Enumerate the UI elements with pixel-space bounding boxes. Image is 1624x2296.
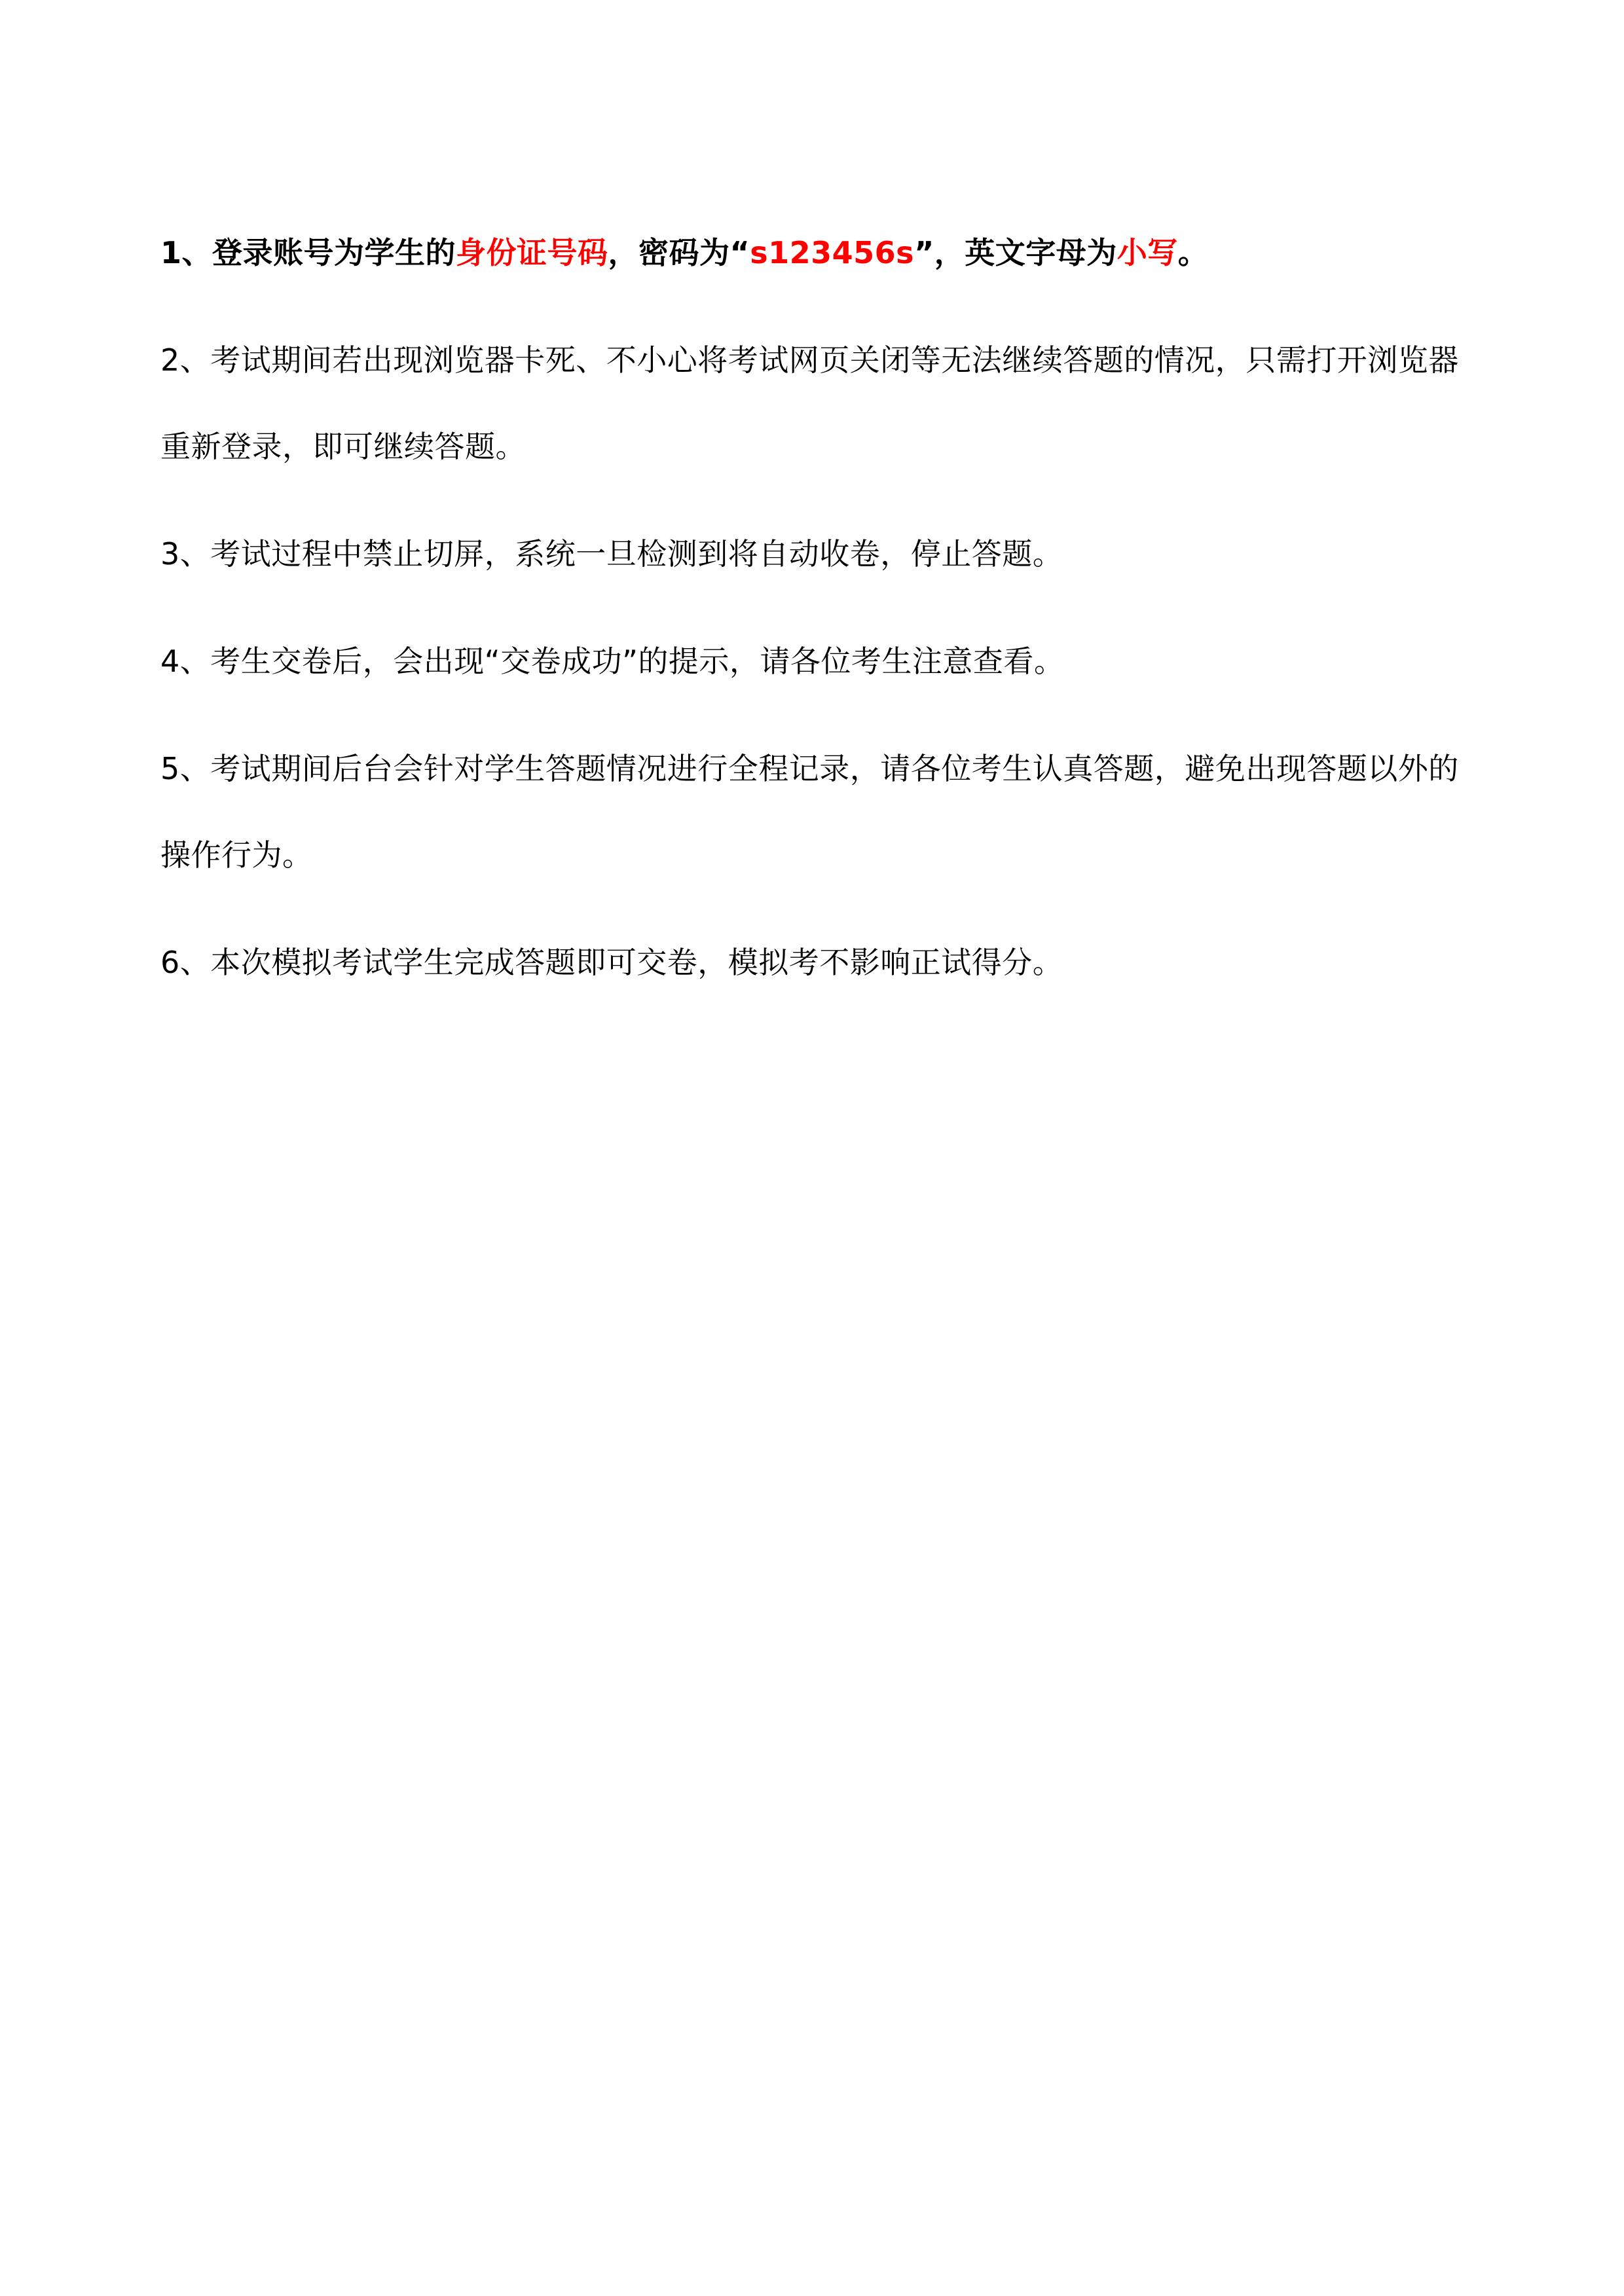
item-1-letters-label: ”，英文字母为 (914, 235, 1117, 270)
item-1-prefix: 1、登录账号为学生的 (160, 235, 456, 270)
instruction-list (160, 210, 1477, 1027)
instruction-item-2: 2、考试期间若出现浏览器卡死、不小心将考试网页关闭等无法继续答题的情况，只需打开浏览器重新登录，即可继续答题。 (160, 342, 1459, 464)
password-highlight: s123456s (750, 235, 915, 270)
item-1-password-label: ，密码为“ (608, 235, 750, 270)
instruction-item-6: 6、本次模拟考试学生完成答题即可交卷，模拟考不影响正试得分。 (160, 945, 1063, 980)
instruction-item-4: 4、考生交卷后，会出现“交卷成功”的提示，请各位考生注意查看。 (160, 644, 1065, 679)
instruction-item-1 (160, 210, 1477, 296)
id-number-highlight: 身份证号码 (456, 235, 608, 270)
instruction-item-5: 5、考试期间后台会针对学生答题情况进行全程记录，请各位考生认真答题，避免出现答题以外的操作行为。 (160, 751, 1459, 873)
instruction-item-3: 3、考试过程中禁止切屏，系统一旦检测到将自动收卷，停止答题。 (160, 536, 1063, 572)
item-1-suffix: 。 (1177, 235, 1209, 270)
lowercase-highlight: 小写 (1116, 235, 1178, 270)
